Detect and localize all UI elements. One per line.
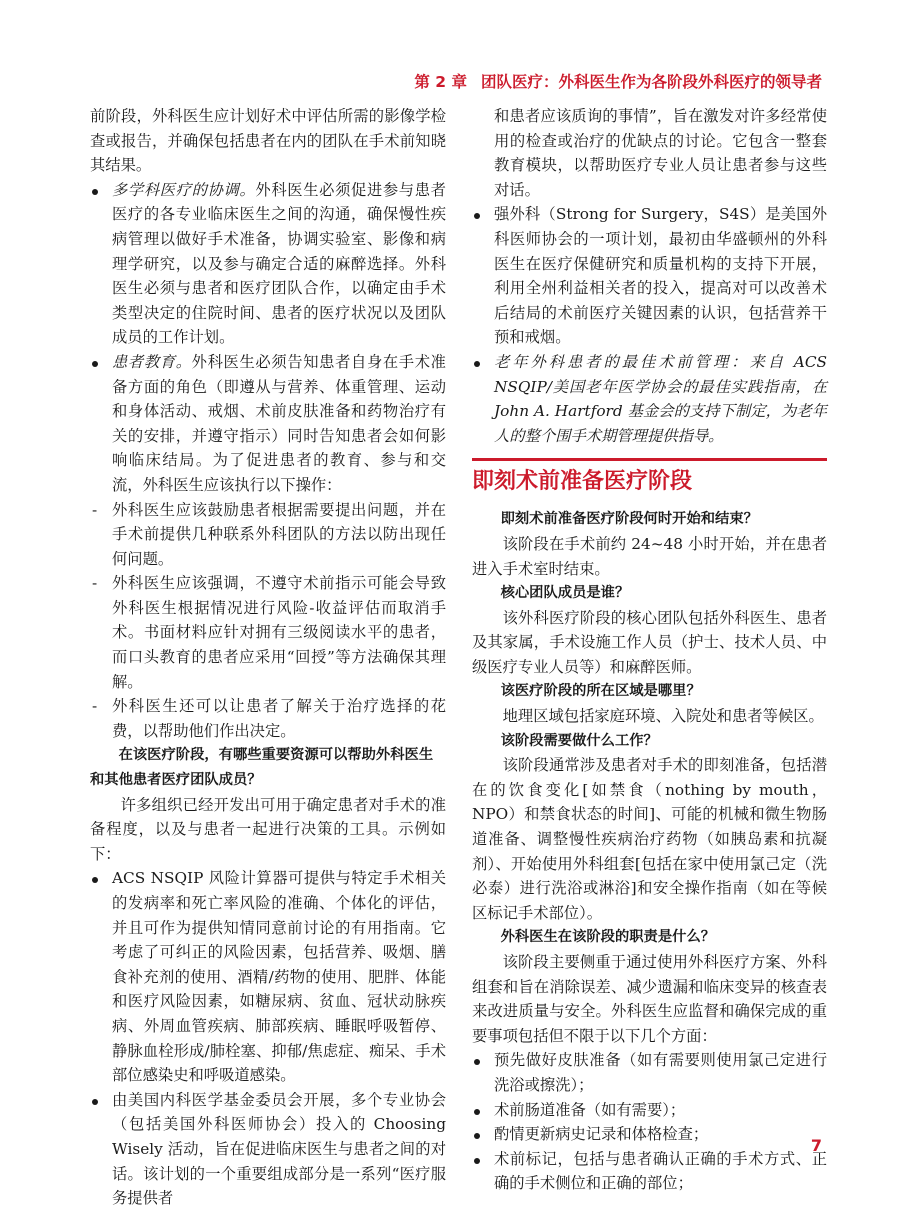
bullet-text: 酌情更新病史记录和体格检查； bbox=[494, 1125, 709, 1144]
question-heading: 该阶段需要做什么工作？ bbox=[500, 732, 658, 749]
bullet-text: 外科医生必须告知患者自身在手术准备方面的角色（即遵从与营养、体重管理、运动和身体活动、戒烟、术前皮肤准备和药物治疗有关的安排，并遵守指示）同时告知患者会如何影响临床结局。为了促进患者的教育、参与和交流，外科医生应该执行以下操作： bbox=[112, 352, 446, 494]
bullet-item bbox=[472, 1098, 827, 1123]
dash-text: 外科医生应该强调，不遵守术前指示可能会导致外科医生根据情况进行风险-收益评估而取消手术。书面材料应针对拥有三级阅读水平的患者，而口头教育的患者应采用“回授”等方法确保其理解。 bbox=[112, 574, 446, 691]
bullet-item bbox=[90, 866, 446, 1087]
dash-marker: - bbox=[92, 697, 98, 716]
dash-marker: - bbox=[92, 574, 98, 593]
dash-item bbox=[90, 694, 446, 743]
bullet-item bbox=[90, 178, 446, 350]
section-title: 即刻术前准备医疗阶段 bbox=[472, 469, 693, 495]
answer-paragraph: 该阶段在手术前约 24~48 小时开始，并在患者进入手术室时结束。 bbox=[472, 534, 827, 578]
continued-bullet-text: 和患者应该质询的事情”，旨在激发对许多经常使用的检查或治疗的优缺点的讨论。它包含一整套教育模块，以帮助医疗专业人员让患者参与这些对话。 bbox=[494, 107, 827, 199]
bullet-text: 术前肠道准备（如有需要）； bbox=[494, 1100, 686, 1119]
dash-text: 外科医生应该鼓励患者根据需要提出问题，并在手术前提供几种联系外科团队的方法以防出现任何问题。 bbox=[112, 500, 446, 568]
bullet-dot-icon bbox=[92, 1099, 98, 1105]
right-column bbox=[472, 104, 827, 1196]
dash-text: 外科医生还可以让患者了解关于治疗选择的花费，以帮助他们作出决定。 bbox=[112, 697, 446, 740]
bullet-text: 术前标记，包括与患者确认正确的手术方式、正确的手术侧位和正确的部位； bbox=[494, 1149, 827, 1193]
bullet-text: 老年外科患者的最佳术前管理：来自 ACS NSQIP/美国老年医学协会的最佳实践指南，在 John A. Hartford 基金会的支持下制定，为老年人的整个围手术期管理提供指导。 bbox=[494, 352, 827, 445]
answer-paragraph: 该阶段主要侧重于通过使用外科医疗方案、外科组套和旨在消除误差、减少遗漏和临床变异的核查表来改进质量与安全。外科医生应监督和确保完成的重要事项包括但不限于以下几个方面： bbox=[472, 953, 827, 1045]
dash-item bbox=[90, 571, 446, 694]
bullet-dot-icon bbox=[474, 1158, 480, 1164]
bullet-item bbox=[472, 202, 827, 350]
bullet-lead: 多学科医疗的协调。 bbox=[112, 180, 256, 199]
body-paragraph: 许多组织已经开发出可用于确定患者对手术的准备程度，以及与患者一起进行决策的工具。示例如下： bbox=[90, 795, 446, 863]
running-header bbox=[414, 70, 822, 92]
bullet-dot-icon bbox=[474, 213, 480, 219]
left-column bbox=[90, 104, 446, 1211]
bullet-item bbox=[472, 1048, 827, 1097]
bullet-dot-icon bbox=[92, 189, 98, 195]
question-heading: 在该医疗阶段，有哪些重要资源可以帮助外科医生和其他患者医疗团队成员？ bbox=[90, 747, 434, 789]
bullet-dot-icon bbox=[474, 1109, 480, 1115]
question-heading: 核心团队成员是谁？ bbox=[500, 585, 630, 602]
bullet-text: 外科医生必须促进参与患者医疗的各专业临床医生之间的沟通，确保慢性疾病管理以做好手术准备，协调实验室、影像和病理学研究，以及参与确定合适的麻醉选择。外科医生必须与患者和医疗团队合作，以确定由手术类型决定的住院时间、患者的医疗状况以及团队成员的工作计划。 bbox=[112, 180, 446, 347]
bullet-text: 预先做好皮肤准备（如有需要则使用氯己定进行洗浴或擦洗）； bbox=[494, 1051, 827, 1094]
bullet-dot-icon bbox=[92, 361, 98, 367]
chapter-title: 团队医疗：外科医生作为各阶段外科医疗的领导者 bbox=[480, 73, 822, 91]
dash-item bbox=[90, 498, 446, 572]
bullet-item bbox=[90, 350, 446, 498]
answer-paragraph: 地理区域包括家庭环境、入院处和患者等候区。 bbox=[502, 707, 824, 726]
bullet-item bbox=[90, 1088, 446, 1211]
bullet-lead: 患者教育。 bbox=[112, 352, 192, 371]
bullet-text: 强外科（Strong for Surgery，S4S）是美国外科医师协会的一项计划，最初由华盛顿州的外科医生在医疗保健研究和质量机构的支持下开展，利用全州利益相关者的投入，提高对可以改善术后结局的术前医疗关键因素的认识，包括营养干预和戒烟。 bbox=[494, 205, 827, 347]
answer-paragraph: 该阶段通常涉及患者对手术的即刻准备，包括潜在的饮食变化[如禁食（nothing by mouth，NPO）和禁食状态的时间]、可能的机械和微生物肠道准备、调整慢性疾病治疗药物（如胰岛素和抗凝剂）、开始使用外科组套[包括在家中使用氯己定（洗必泰）进行洗浴或淋浴]和安全操作指南（如在等候区标记手术部位）。 bbox=[472, 756, 827, 922]
bullet-dot-icon bbox=[92, 877, 98, 883]
bullet-text: ACS NSQIP 风险计算器可提供与特定手术相关的发病率和死亡率风险的准确、个体化的评估，并且可作为提供知情同意前讨论的有用指南。它考虑了可纠正的风险因素，包括营养、吸烟、膳食补充剂的使用、酒精/药物的使用、肥胖、体能和医疗风险因素，如糖尿病、贫血、冠状动脉疾病、外周血管疾病、肺部疾病、睡眠呼吸暂停、静脉血栓形成/肺栓塞、抑郁/焦虑症、痴呆、手术部位感染史和呼吸道感染。 bbox=[112, 869, 446, 1085]
bullet-dot-icon bbox=[474, 1133, 480, 1139]
bullet-item bbox=[472, 1147, 827, 1196]
chapter-number: 第 2 章 bbox=[414, 73, 467, 91]
bullet-dot-icon bbox=[474, 1059, 480, 1065]
question-heading: 该医疗阶段的所在区域是哪里？ bbox=[500, 683, 701, 700]
bullet-item bbox=[472, 350, 827, 448]
dash-marker: - bbox=[92, 500, 98, 519]
section-banner bbox=[472, 458, 827, 499]
bullet-dot-icon bbox=[474, 361, 480, 367]
intro-paragraph: 前阶段，外科医生应计划好术中评估所需的影像学检查或报告，并确保包括患者在内的团队在手术前知晓其结果。 bbox=[90, 107, 446, 175]
page-number: 7 bbox=[810, 1136, 822, 1155]
answer-paragraph: 该外科医疗阶段的核心团队包括外科医生、患者及其家属，手术设施工作人员（护士、技术人员、中级医疗专业人员等）和麻醉医师。 bbox=[472, 608, 827, 676]
question-heading: 外科医生在该阶段的职责是什么？ bbox=[500, 929, 716, 946]
bullet-item bbox=[472, 1122, 827, 1147]
question-heading: 即刻术前准备医疗阶段何时开始和结束？ bbox=[500, 511, 758, 528]
bullet-text: 由美国内科医学基金委员会开展，多个专业协会（包括美国外科医师协会）投入的 Choosing Wisely 活动，旨在促进临床医生与患者之间的对话。该计划的一个重要组成部分是一系列“医疗服务提供者 bbox=[112, 1090, 446, 1208]
